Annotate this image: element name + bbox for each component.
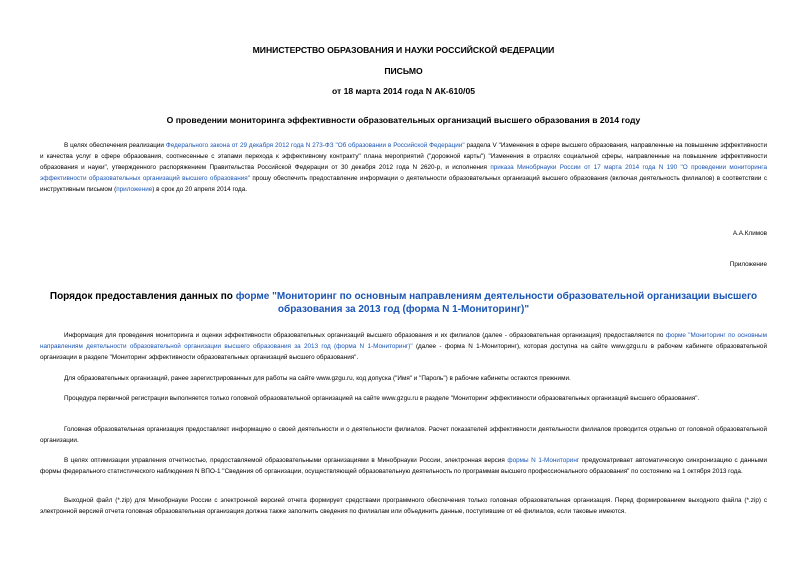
paragraph-registration: Процедура первичной регистрации выполняется только головной образовательной организацией на сайте www.gzgu.ru в разделе "Мониторинг эффективности образовательных организаций высшего образования". <box>64 395 700 402</box>
intro-text-4: ) в срок до 20 апреля 2014 года. <box>152 186 248 193</box>
appendix-link[interactable]: приложение <box>116 186 153 193</box>
intro-paragraph <box>40 140 767 195</box>
intro-text-2: раздела V "Изменения в сфере высшего образования, направленные на повышение эффективности и качества услуг в сфере образования, соотнесенные с этапами перехода к эффективному контракту" плана мероприятий ("дорожной карты") "Изменения в отраслях социальной сферы, направленные на повышение эффективности образования и науки", утвержденного распоряжением Правительства Российской Федерации от 30 декабря 2012 года N 2620-р, и исполнения <box>40 142 767 171</box>
law-273fz-link[interactable]: Федерального закона от 29 декабря 2012 года N 273-ФЗ "Об образовании в Российской Федерации" <box>165 142 465 149</box>
section-title <box>30 290 777 316</box>
document-date-number: от 18 марта 2014 года N АК-610/05 <box>331 86 476 96</box>
p1-text-2: (далее - форма N 1-Мониторинг), которая доступна на сайте www.gzgu.ru в рабочем кабинете образовательной организации в разделе "Мониторинг эффективности образовательных организаций высшего образования". <box>40 343 767 361</box>
intro-text-1: В целях обеспечения реализации <box>64 142 166 149</box>
p5-text-1: В целях оптимизации управления отчетностью, предоставляемой образовательными организациями в Минобрнауки России, электронная версия <box>64 457 508 464</box>
paragraph-sync <box>40 455 767 477</box>
paragraph-form-info <box>40 330 767 363</box>
p1-form-link[interactable]: форме "Мониторинг по основным направлениям деятельности образовательной организации высшего образования за 2013 год (форма N 1-Мониторинг)" <box>40 332 767 350</box>
p5-form-link[interactable]: формы N 1-Мониторинг <box>507 457 580 464</box>
document-type: ПИСЬМО <box>384 66 423 76</box>
p1-text-1: Информация для проведения мониторинга и оценки эффективности образовательных организаций высшего образования и их филиалов (далее - образовательная организация) предоставляется по <box>64 332 666 339</box>
section-title-text: Порядок предоставления данных по <box>49 291 236 302</box>
intro-text-3: прошу обеспечить предоставление информации о деятельности образовательных организаций высшего образования (включая деятельность филиалов) в соответствии с инструктивным письмом ( <box>40 175 767 193</box>
section-title-form-link[interactable]: форме "Мониторинг по основным направлениям деятельности образовательной организации высшего образования за 2013 год (форма N 1-Мониторинг)" <box>235 291 758 315</box>
paragraph-output-file: Выходной файл (*.zip) для Минобрнауки России с электронной версией отчета формирует средствами программного обеспечения только головная образовательная организация. Перед формированием выходного файла (*.zip) с электронной версией отчета головная образовательная организация должна также заполнить сведения по филиалам или объединить данные, поступившие от её филиалов, если таковые имеются. <box>40 497 767 515</box>
paragraph-access-codes: Для образовательных организаций, ранее зарегистрированных для работы на сайте www.gzgu.ru, код допуска ("Имя" и "Пароль") в рабочие кабинеты остаются прежними. <box>64 375 571 382</box>
appendix-label: Приложение <box>729 261 767 268</box>
document-subject: О проведении мониторинга эффективности образовательных организаций высшего образования в 2014 году <box>166 115 641 125</box>
order-190-link[interactable]: приказа Минобрнауки России от 17 марта 2014 года N 190 "О проведении мониторинга эффективности образовательных организаций высшего образования" <box>40 164 768 182</box>
paragraph-branches: Головная образовательная организация предоставляет информацию о своей деятельности и о деятельности филиалов. Расчет показателей эффективности деятельности филиалов проводится отдельно от головной образовательной организации. <box>40 426 767 444</box>
ministry-heading: МИНИСТЕРСТВО ОБРАЗОВАНИЯ И НАУКИ РОССИЙСКОЙ ФЕДЕРАЦИИ <box>252 45 555 55</box>
p5-text-2: предусматривает автоматическую синхронизацию с данными формы федерального статистического наблюдения N ВПО-1 "Сведения об организации, осуществляющей образовательную деятельность по программам высшего профессионального образования" по состоянию на 1 октября 2013 года. <box>40 457 767 475</box>
signature: А.А.Климов <box>732 230 767 237</box>
